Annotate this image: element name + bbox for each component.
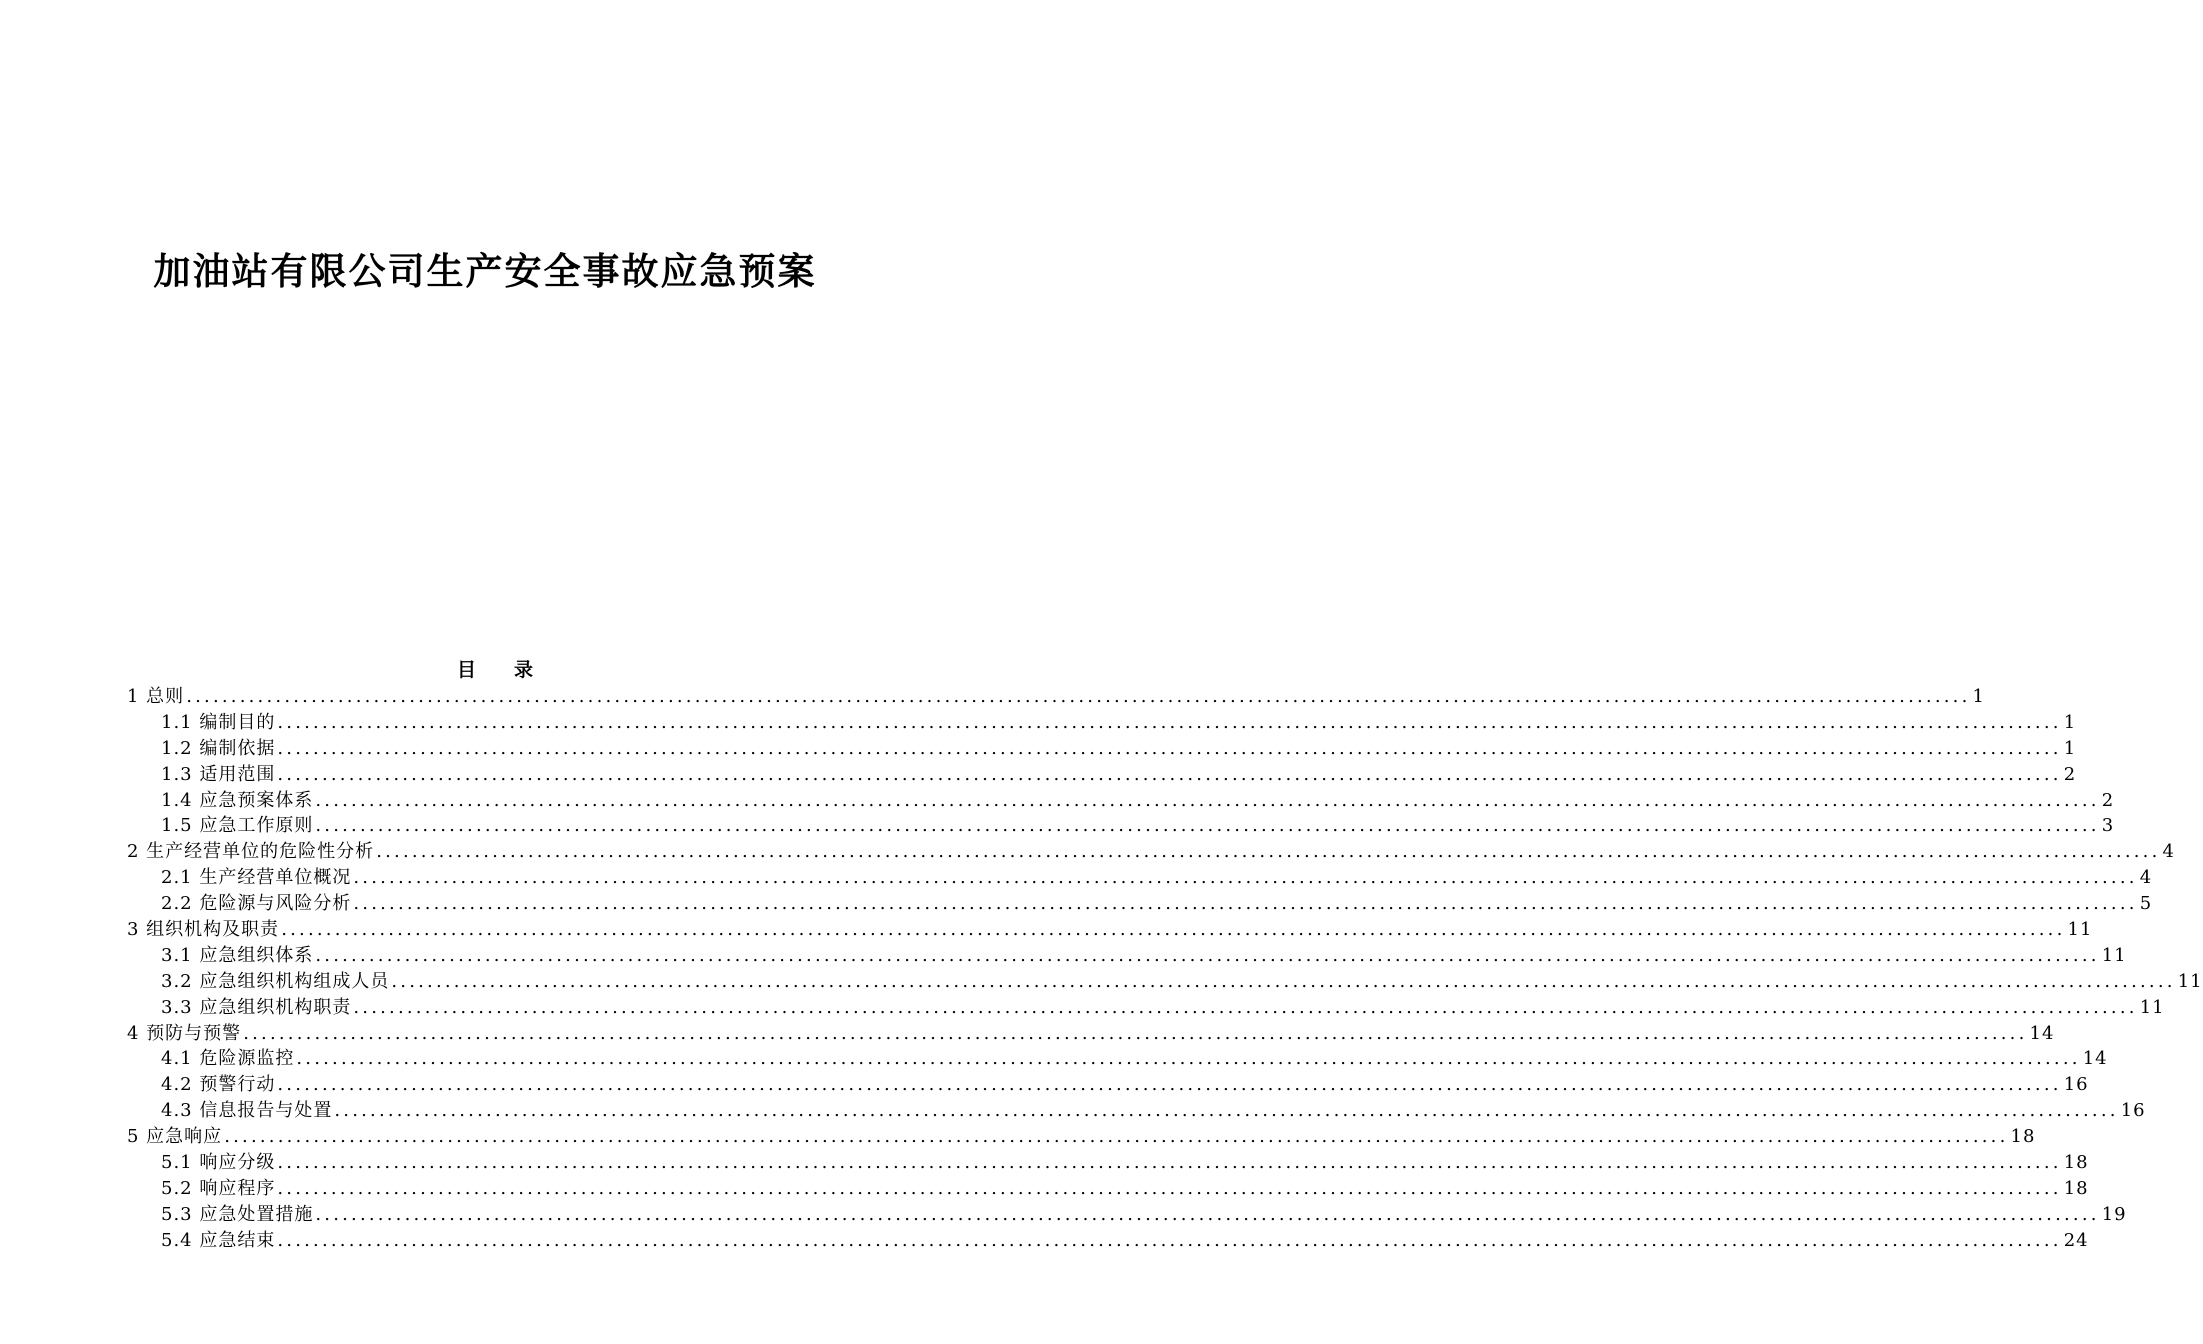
toc-entry[interactable] [127,1021,2055,1047]
toc-entry-title: 3.3 应急组织机构职责 [161,996,352,1018]
toc-dot-leader: ........................................................................................................................................................................................................ [296,1048,2081,1070]
toc-entry-title: 2 生产经营单位的危险性分析 [127,841,375,863]
toc-entry[interactable] [127,1098,2146,1124]
toc-entry[interactable] [127,1046,2108,1072]
toc-page-number: 1 [2063,711,2077,733]
toc-page-number: 11 [2139,996,2165,1018]
toc-page-number: 18 [2010,1126,2036,1148]
toc-entry-title: 4.2 预警行动 [161,1074,276,1096]
toc-entry[interactable] [127,891,2153,917]
toc-entry[interactable] [127,1228,2089,1254]
toc-entry[interactable] [127,865,2153,891]
toc-entry-title: 1.3 适用范围 [161,763,276,785]
toc-page-number: 3 [2101,815,2115,837]
toc-entry-title: 2.2 危险源与风险分析 [161,893,352,915]
toc-entry-title: 1.2 编制依据 [161,737,276,759]
toc-dot-leader: ........................................................................................................................................................................................................ [315,1203,2100,1225]
toc-heading-char-2: 录 [514,659,534,681]
toc-dot-leader: ........................................................................................................................................................................................................ [315,944,2100,966]
toc-dot-leader: ........................................................................................................................................................................................................ [281,919,2066,940]
toc-page-number: 2 [2063,763,2077,785]
toc-dot-leader: ........................................................................................................................................................................................................ [353,996,2138,1018]
toc-dot-leader: ........................................................................................................................................................................................................ [277,1074,2062,1096]
toc-entry-title: 1.1 编制目的 [161,711,276,733]
toc-dot-leader: ........................................................................................................................................................................................................ [376,841,2161,863]
toc-page-number: 18 [2063,1177,2089,1199]
toc-page-number: 11 [2101,944,2127,966]
toc-entry[interactable] [127,1150,2089,1176]
toc-entry[interactable] [127,684,1985,710]
toc-page-number: 16 [2063,1074,2089,1096]
toc-dot-leader: ........................................................................................................................................................................................................ [277,1229,2062,1251]
toc-page-number: 19 [2101,1203,2127,1225]
toc-entry-title: 3.1 应急组织体系 [161,944,314,966]
toc-dot-leader: ........................................................................................................................................................................................................ [277,1177,2062,1199]
toc-entry-title: 1.4 应急预案体系 [161,789,314,811]
toc-heading-char-1: 目 [456,659,476,681]
toc-page-number: 11 [2067,919,2093,940]
toc-heading [0,656,990,684]
toc-entry-title: 2.1 生产经营单位概况 [161,867,352,889]
toc-page-number: 18 [2063,1152,2089,1174]
toc-dot-leader: ........................................................................................................................................................................................................ [243,1022,2028,1044]
toc-entry[interactable] [127,813,2115,839]
toc-entry-title: 3.2 应急组织机构组成人员 [161,970,390,992]
toc-entry[interactable] [127,943,2127,969]
toc-entry-title: 3 组织机构及职责 [127,919,280,940]
toc-entry-title: 5.2 响应程序 [161,1177,276,1199]
toc-entry[interactable] [127,1176,2089,1202]
toc-dot-leader: ........................................................................................................................................................................................................ [315,815,2100,837]
toc-dot-leader: ........................................................................................................................................................................................................ [391,970,2176,992]
document-title: 加油站有限公司生产安全事故应急预案 [153,248,817,293]
toc-entry[interactable] [127,736,2077,762]
toc-entry[interactable] [127,839,2175,865]
toc-entry[interactable] [127,788,2115,814]
toc-entry-title: 4 预防与预警 [127,1022,242,1044]
toc-dot-leader: ........................................................................................................................................................................................................ [353,867,2138,889]
toc-page-number: 11 [2177,970,2203,992]
toc-dot-leader: ........................................................................................................................................................................................................ [224,1126,2009,1148]
toc-entry[interactable] [127,762,2077,788]
toc-entry-title: 4.1 危险源监控 [161,1048,295,1070]
toc-entry-title: 5.1 响应分级 [161,1152,276,1174]
table-of-contents [127,684,2203,1254]
toc-entry[interactable] [127,1202,2127,1228]
toc-entry[interactable] [127,995,2165,1021]
toc-page-number: 14 [2082,1048,2108,1070]
toc-dot-leader: ........................................................................................................................................................................................................ [277,1152,2062,1174]
toc-entry[interactable] [127,1124,2036,1150]
toc-entry[interactable] [127,710,2077,736]
toc-dot-leader: ........................................................................................................................................................................................................ [277,711,2062,733]
toc-entry[interactable] [127,969,2203,995]
toc-dot-leader: ........................................................................................................................................................................................................ [315,789,2100,811]
toc-page-number: 1 [1972,685,1985,707]
toc-page-number: 24 [2063,1229,2089,1251]
toc-page-number: 5 [2139,893,2153,915]
toc-page-number: 2 [2101,789,2115,811]
toc-page-number: 4 [2162,841,2175,863]
toc-entry-title: 5.3 应急处置措施 [161,1203,314,1225]
toc-page-number: 4 [2139,867,2153,889]
toc-dot-leader: ........................................................................................................................................................................................................ [334,1100,2119,1122]
toc-page-number: 1 [2063,737,2077,759]
toc-dot-leader: ........................................................................................................................................................................................................ [277,737,2062,759]
toc-dot-leader: ........................................................................................................................................................................................................ [277,763,2062,785]
toc-entry-title: 1 总则 [127,685,185,707]
toc-page-number: 16 [2120,1100,2146,1122]
toc-page-number: 14 [2029,1022,2055,1044]
toc-entry-title: 1.5 应急工作原则 [161,815,314,837]
toc-dot-leader: ........................................................................................................................................................................................................ [186,685,1971,707]
toc-entry-title: 5 应急响应 [127,1126,223,1148]
toc-entry[interactable] [127,917,2093,943]
toc-dot-leader: ........................................................................................................................................................................................................ [353,893,2138,915]
toc-entry-title: 4.3 信息报告与处置 [161,1100,333,1122]
toc-entry[interactable] [127,1072,2089,1098]
toc-entry-title: 5.4 应急结束 [161,1229,276,1251]
